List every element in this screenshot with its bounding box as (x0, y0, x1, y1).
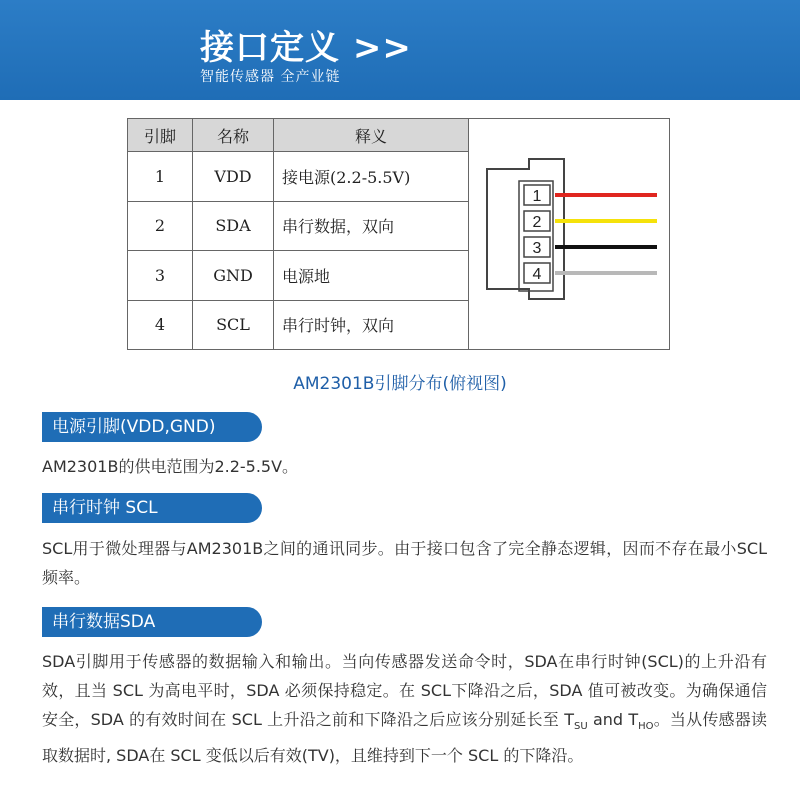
pin-desc: 串行数据，双向 (274, 201, 469, 250)
section-tag-sda: 串行数据SDA (42, 607, 262, 637)
sda-text-part-a: SDA引脚用于传感器的数据输入和输出。当向传感器发送命令时，SDA在串行时钟(SCL)的上升沿有效，且当 SCL 为高电平时，SDA 必须保持稳定。在 SCL下降沿之后，SDA 值可被改变。为确保通信安全，SDA 的有效时间在 SCL 上升沿之前和下降沿之后应该分别延长至 T (42, 652, 767, 729)
table-header-row (128, 119, 670, 152)
pin-name: SCL (193, 300, 274, 349)
pin-name: SDA (193, 201, 274, 250)
sda-sub-su: SU (573, 721, 588, 733)
pin-number: 3 (128, 251, 193, 300)
pin-number: 4 (128, 300, 193, 349)
connector-diagram (469, 119, 669, 349)
sda-text-and: and T (587, 710, 639, 729)
pin-desc: 串行时钟，双向 (274, 300, 469, 349)
sda-sub-ho: HO (638, 721, 654, 733)
section-text-scl: SCL用于微处理器与AM2301B之间的通讯同步。由于接口包含了完全静态逻辑，因而不存在最小SCL频率。 (42, 539, 767, 587)
sda-text-part-b: 。当从传感器读取数据时, SDA在 SCL 变低以后有效(TV)，且维持到下一个 SCL 的下降沿。 (42, 710, 767, 766)
pin-name: VDD (193, 152, 274, 201)
pin-label-2: 2 (532, 214, 542, 231)
pin-label-4: 4 (532, 266, 542, 283)
diagram-caption: AM2301B引脚分布(俯视图) (293, 374, 507, 394)
pin-table (127, 118, 670, 350)
pin-desc: 接电源(2.2-5.5V) (274, 152, 469, 201)
banner-subtitle: 智能传感器 全产业链 (200, 69, 341, 85)
header-banner (0, 0, 800, 100)
connector-diagram-cell (469, 119, 670, 350)
header-name: 名称 (193, 119, 274, 152)
pin-number: 2 (128, 201, 193, 250)
pin-name: GND (193, 251, 274, 300)
pin-desc: 电源地 (274, 251, 469, 300)
pin-number: 1 (128, 152, 193, 201)
pin-label-1: 1 (532, 188, 542, 205)
section-text-sda (42, 647, 767, 770)
section-tag-power: 电源引脚(VDD,GND) (42, 412, 262, 442)
pin-label-3: 3 (532, 240, 542, 257)
header-desc: 释义 (274, 119, 469, 152)
header-pin: 引脚 (128, 119, 193, 152)
section-tag-scl: 串行时钟 SCL (42, 493, 262, 523)
section-text-power: AM2301B的供电范围为2.2-5.5V。 (42, 457, 299, 476)
banner-title: 接口定义 >> (200, 28, 412, 68)
